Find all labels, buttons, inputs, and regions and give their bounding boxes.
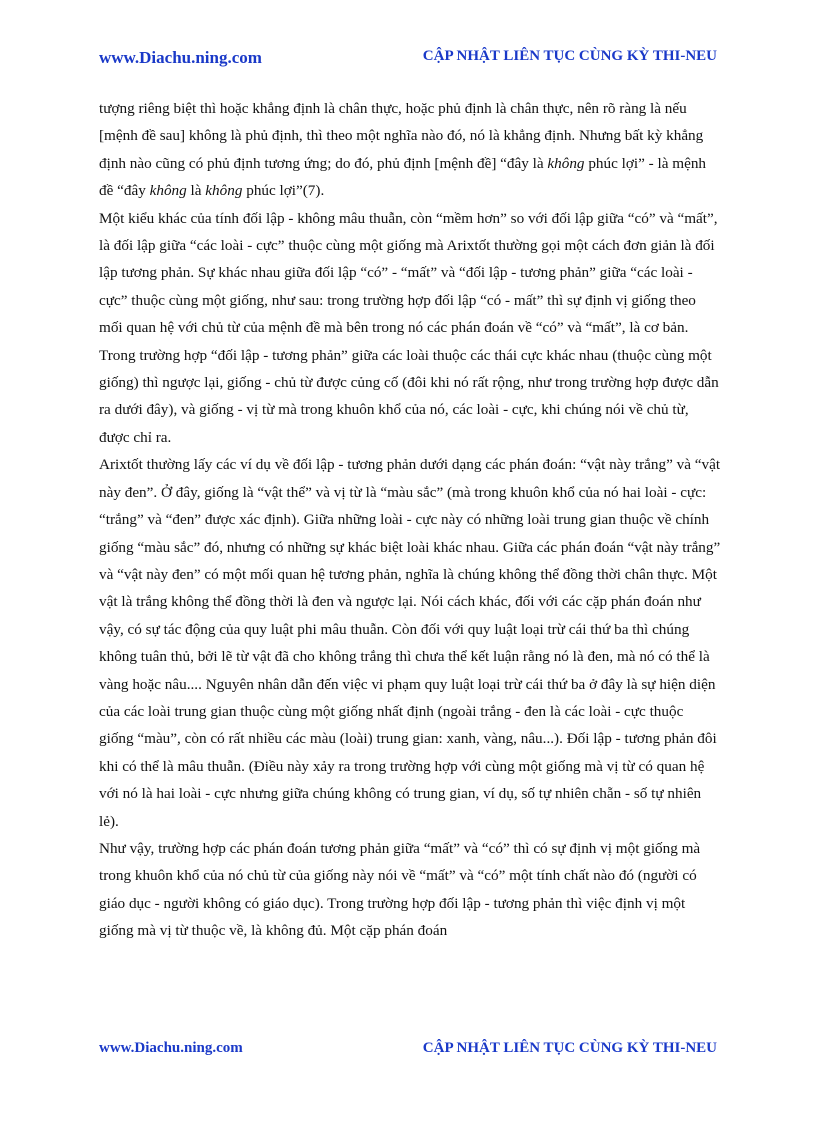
page-header xyxy=(99,48,717,68)
document-body xyxy=(99,95,721,945)
paragraph-4: Như vậy, trường hợp các phán đoán tương phản giữa “mất” và “có” thì có sự định vị một giống mà trong khuôn khổ của nó chủ từ của giống này nói về “mất” và “có” một tính chất nào đó (người có giáo dục - người không có giáo dục). Trong trường hợp đối lập - tương phản thì việc định vị một giống mà vị từ thuộc về, là không đủ. Một cặp phán đoán xyxy=(99,839,701,940)
footer-site-link[interactable]: www.Diachu.ning.com xyxy=(99,1040,243,1056)
paragraph-2: Một kiểu khác của tính đối lập - không mâu thuẫn, còn “mềm hơn” so với đối lập giữa “có” và “mất”, là đối lập giữa “các loài - cực” thuộc cùng một giống mà Arixtốt thường gọi một cách đơn giản là đối lập tương phản. Sự khác nhau giữa đối lập “có” - “mất” và “đối lập - tương phản” giữa “các loài - cực” thuộc cùng một giống, như sau: trong trường hợp đối lập “có - mất” thì sự định vị giống theo mối quan hệ với chủ từ của mệnh đề mà bên trong nó các phán đoán về “có” và “mất”, là cơ bản. Trong trường hợp “đối lập - tương phản” giữa các loài thuộc các thái cực khác nhau (thuộc cùng một giống) thì ngược lại, giống - chủ từ được củng cố (đôi khi nó rất rộng, như trong trường hợp được dẫn ra dưới đây), và giống - vị từ mà trong khuôn khổ của nó, các loài - cực, khi chúng nói về chủ từ, được chỉ ra. xyxy=(99,209,719,446)
header-site-link[interactable]: www.Diachu.ning.com xyxy=(99,48,262,67)
footer-tagline: CẬP NHẬT LIÊN TỤC CÙNG KỲ THI-NEU xyxy=(422,1040,717,1056)
header-tagline: CẬP NHẬT LIÊN TỤC CÙNG KỲ THI-NEU xyxy=(422,48,717,64)
page-footer xyxy=(99,1040,717,1057)
paragraph-3: Arixtốt thường lấy các ví dụ về đối lập - tương phản dưới dạng các phán đoán: “vật này trắng” và “vật này đen”. Ở đây, giống là “vật thể” và vị từ là “màu sắc” (mà trong khuôn khổ của nó hai loài - cực: “trắng” và “đen” được xác định). Giữa những loài - cực này có những loài trung gian thuộc về chính giống “màu sắc” đó, nhưng có những sự khác biệt loài khác nhau. Giữa các phán đoán “vật này trắng” và “vật này đen” có một mối quan hệ tương phản, nghĩa là chúng không thể đồng thời chân thực. Một vật là trắng không thể đồng thời là đen và ngược lại. Nói cách khác, đối với các cặp phán đoán như vậy, có sự tác động của quy luật phi mâu thuẫn. Còn đối với quy luật loại trừ cái thứ ba thì chúng không tuân thủ, bởi lẽ từ vật đã cho không trắng thì chưa thể kết luận rằng nó là đen, mà nó có thể là vàng hoặc nâu.... Nguyên nhân dẫn đến việc vi phạm quy luật loại trừ cái thứ ba ở đây là sự hiện diện của các loài trung gian thuộc cùng một giống nhất định (ngoài trắng - đen là các loài - cực thuộc giống “màu”, còn có rất nhiều các màu (loài) trung gian: xanh, vàng, nâu...). Đối lập - tương phản đôi khi có thể là mâu thuẫn. (Điều này xảy ra trong trường hợp với cùng một giống mà vị từ có quan hệ với nó là hai loài - cực nhưng giữa chúng không có trung gian, ví dụ, số tự nhiên chẵn - số tự nhiên lẻ). xyxy=(99,456,721,830)
paragraph-1: tượng riêng biệt thì hoặc khẳng định là chân thực, hoặc phủ định là chân thực, nên rõ ràng là nếu [mệnh đề sau] không là phủ định, thì theo một nghĩa nào đó, nó là khẳng định. Nhưng bất kỳ khẳng định nào cũng có phủ định tương ứng; do đó, phủ định [mệnh đề] “đây là không phúc lợi” - là mệnh đề “đây không là không phúc lợi”(7). xyxy=(99,100,707,200)
